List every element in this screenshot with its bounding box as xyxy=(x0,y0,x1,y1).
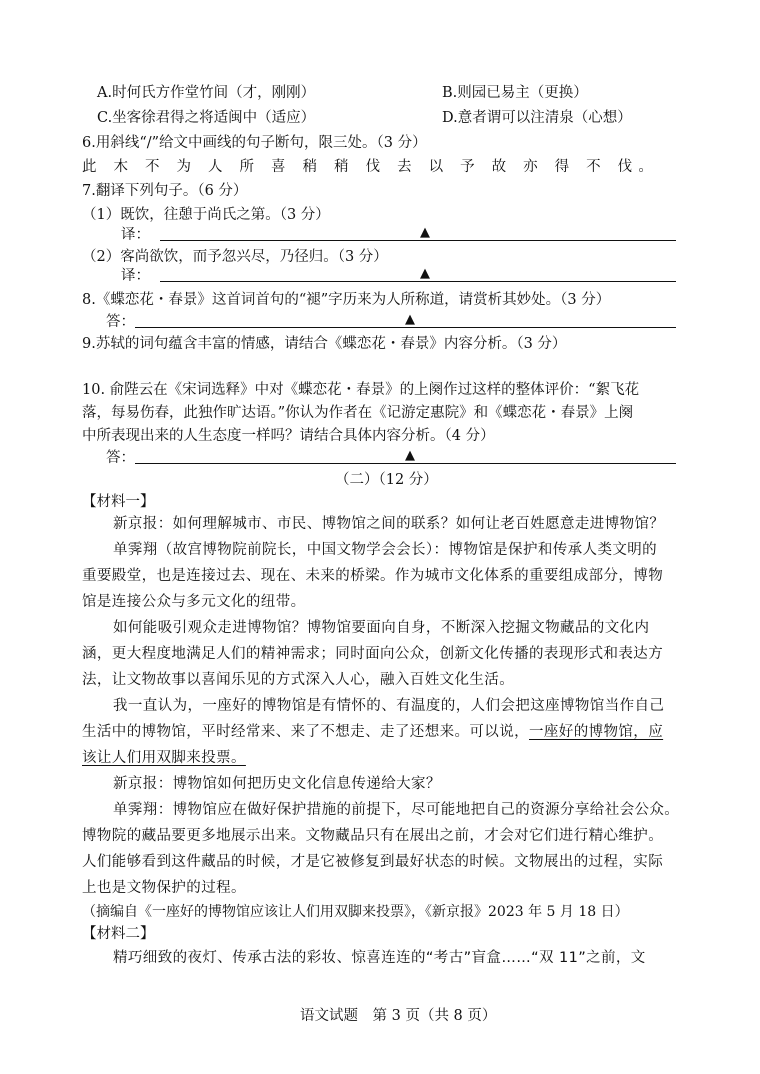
option-d: D.意者谓可以注清泉（心想） xyxy=(442,110,632,126)
translate-label-1: 译： xyxy=(121,227,150,243)
material-1-p3-line-1: 如何能吸引观众走进博物馆？博物馆要面向自身，不断深入挖掘文物藏品的文化内 xyxy=(113,620,650,636)
answer-line-10 xyxy=(135,463,676,464)
question-7-prompt: 7.翻译下列句子。（6 分） xyxy=(82,183,248,199)
question-10-line-3: 中所表现出来的人生态度一样吗？请结合具体内容分析。（4 分） xyxy=(82,428,495,444)
material-1-p4-line-2-text: 生活中的博物馆，平时经常来、来了不想走、走了还想来。可以说， xyxy=(82,724,529,740)
material-1-p3-line-2: 涵，更大程度地满足人们的精神需求；同时面向公众，创新文化传播的表现形式和表达方 xyxy=(82,646,664,662)
question-9-prompt: 9.苏轼的词句蕴含丰富的情感，请结合《蝶恋花・春景》内容分析。（3 分） xyxy=(82,336,567,352)
translate-label-2: 译： xyxy=(121,268,150,284)
answer-mark-8: ▲ xyxy=(405,312,415,327)
material-1-label: 【材料一】 xyxy=(82,494,155,510)
answer-mark-10: ▲ xyxy=(405,448,415,463)
material-1-p3-line-3: 法，让文物故事以喜闻乐见的方式深入人心，融入百姓文化生活。 xyxy=(82,672,515,688)
material-1-p4-line-2 xyxy=(82,722,663,742)
material-1-p6-line-3: 人们能够看到这件藏品的时候，才是它被修复到最好状态的时候。文物展出的过程，实际 xyxy=(82,854,664,870)
material-1-source: （摘编自《一座好的博物馆应该让人们用双脚来投票》，《新京报》2023 年 5 月 18 日） xyxy=(82,904,629,920)
material-1-p2-line-3: 馆是连接公众与多元文化的纽带。 xyxy=(82,594,306,610)
material-1-p6-line-4: 上也是文物保护的过程。 xyxy=(82,880,246,896)
option-c: C.坐客徐君得之将适闽中（适应） xyxy=(97,110,316,126)
underlined-sentence-part-1: 一座好的博物馆，应 xyxy=(529,724,664,740)
answer-mark-7-2: ▲ xyxy=(420,266,430,281)
material-2-label: 【材料二】 xyxy=(82,926,155,942)
answer-line-8 xyxy=(135,327,676,328)
material-1-p4-line-1: 我一直认为，一座好的博物馆是有情怀的、有温度的，人们会把这座博物馆当作自己 xyxy=(113,698,665,714)
material-1-p6-line-2: 博物院的藏品要更多地展示出来。文物藏品只有在展出之前，才会对它们进行精心维护。 xyxy=(82,828,664,844)
option-a: A.时何氏方作堂竹间（才，刚刚） xyxy=(97,85,316,101)
answer-label-8: 答： xyxy=(106,314,135,330)
question-7-item-1: （1）既饮，往憩于尚氏之第。（3 分） xyxy=(82,207,330,223)
option-b: B.则园已易主（更换） xyxy=(442,85,588,101)
question-10-line-1: 10. 俞陛云在《宋词选释》中对《蝶恋花・春景》的上阕作过这样的整体评价：“絮飞花 xyxy=(82,382,640,398)
question-10-line-2: 落，每易伤春，此独作旷达语。”你认为作者在《记游定惠院》和《蝶恋花・春景》上阕 xyxy=(82,405,634,421)
underlined-sentence-part-2: 该让人们用双脚来投票。 xyxy=(82,750,246,766)
page-footer: 语文试题 第 3 页（共 8 页） xyxy=(300,1008,497,1024)
question-6-prompt: 6.用斜线“/”给文中画线的句子断句，限三处。（3 分） xyxy=(82,135,427,151)
answer-line-7-1 xyxy=(160,240,676,241)
material-1-p2-line-2: 重要殿堂，也是连接过去、现在、未来的桥梁。作为城市文化体系的重要组成部分，博物 xyxy=(82,568,664,584)
material-1-p5: 新京报：博物馆如何把历史文化信息传递给大家？ xyxy=(113,776,441,792)
answer-label-10: 答： xyxy=(106,450,135,466)
material-1-p1: 新京报：如何理解城市、市民、博物馆之间的联系？如何让老百姓愿意走进博物馆？ xyxy=(113,516,665,532)
answer-mark-7-1: ▲ xyxy=(420,225,430,240)
material-1-p2-line-1: 单霁翔（故宫博物院前院长，中国文物学会会长）：博物馆是保护和传承人类文明的 xyxy=(113,542,658,558)
answer-line-7-2 xyxy=(160,281,676,282)
material-2-p1: 精巧细致的夜灯、传承古法的彩妆、惊喜连连的“考古”盲盒……“双 11”之前，文 xyxy=(113,950,646,966)
question-8-prompt: 8.《蝶恋花・春景》这首词首句的“褪”字历来为人所称道，请赏析其妙处。（3 分） xyxy=(82,292,611,308)
material-1-p6-line-1: 单霁翔：博物馆应在做好保护措施的前提下，尽可能地把自己的资源分享给社会公众。 xyxy=(113,802,680,818)
question-6-sentence: 此 木 不 为 人 所 喜 稍 稍 伐 去 以 予 故 亦 得 不 伐。 xyxy=(82,159,660,175)
section-heading: （二）（12 分） xyxy=(335,472,438,488)
question-7-item-2: （2）客尚欲饮，而予忽兴尽，乃径归。（3 分） xyxy=(82,249,388,265)
